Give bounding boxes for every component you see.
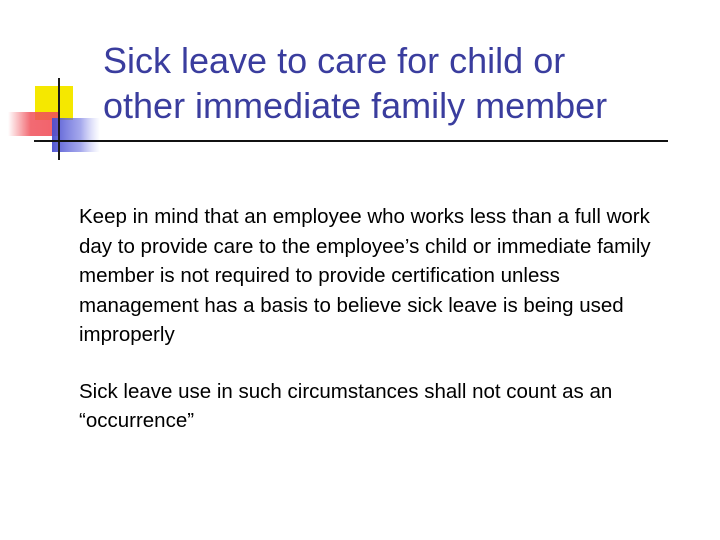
slide-title-line-1: Sick leave to care for child or	[103, 40, 566, 81]
deco-red-band	[8, 112, 58, 136]
corner-decoration-graphic	[0, 0, 110, 170]
slide-title	[103, 38, 703, 128]
title-underline-rule	[40, 140, 668, 142]
slide-title-line-2: other immediate family member	[103, 85, 608, 126]
slide-body	[79, 202, 659, 436]
body-paragraph-1: Keep in mind that an employee who works less than a full work day to provide care to the employee’s child or immediate family member is not required to provide certification unless management has a basis to believe sick leave is being used improperly	[79, 205, 651, 346]
body-paragraph-2: Sick leave use in such circumstances shall not count as an “occurrence”	[79, 379, 613, 432]
deco-vertical-line	[58, 78, 60, 160]
